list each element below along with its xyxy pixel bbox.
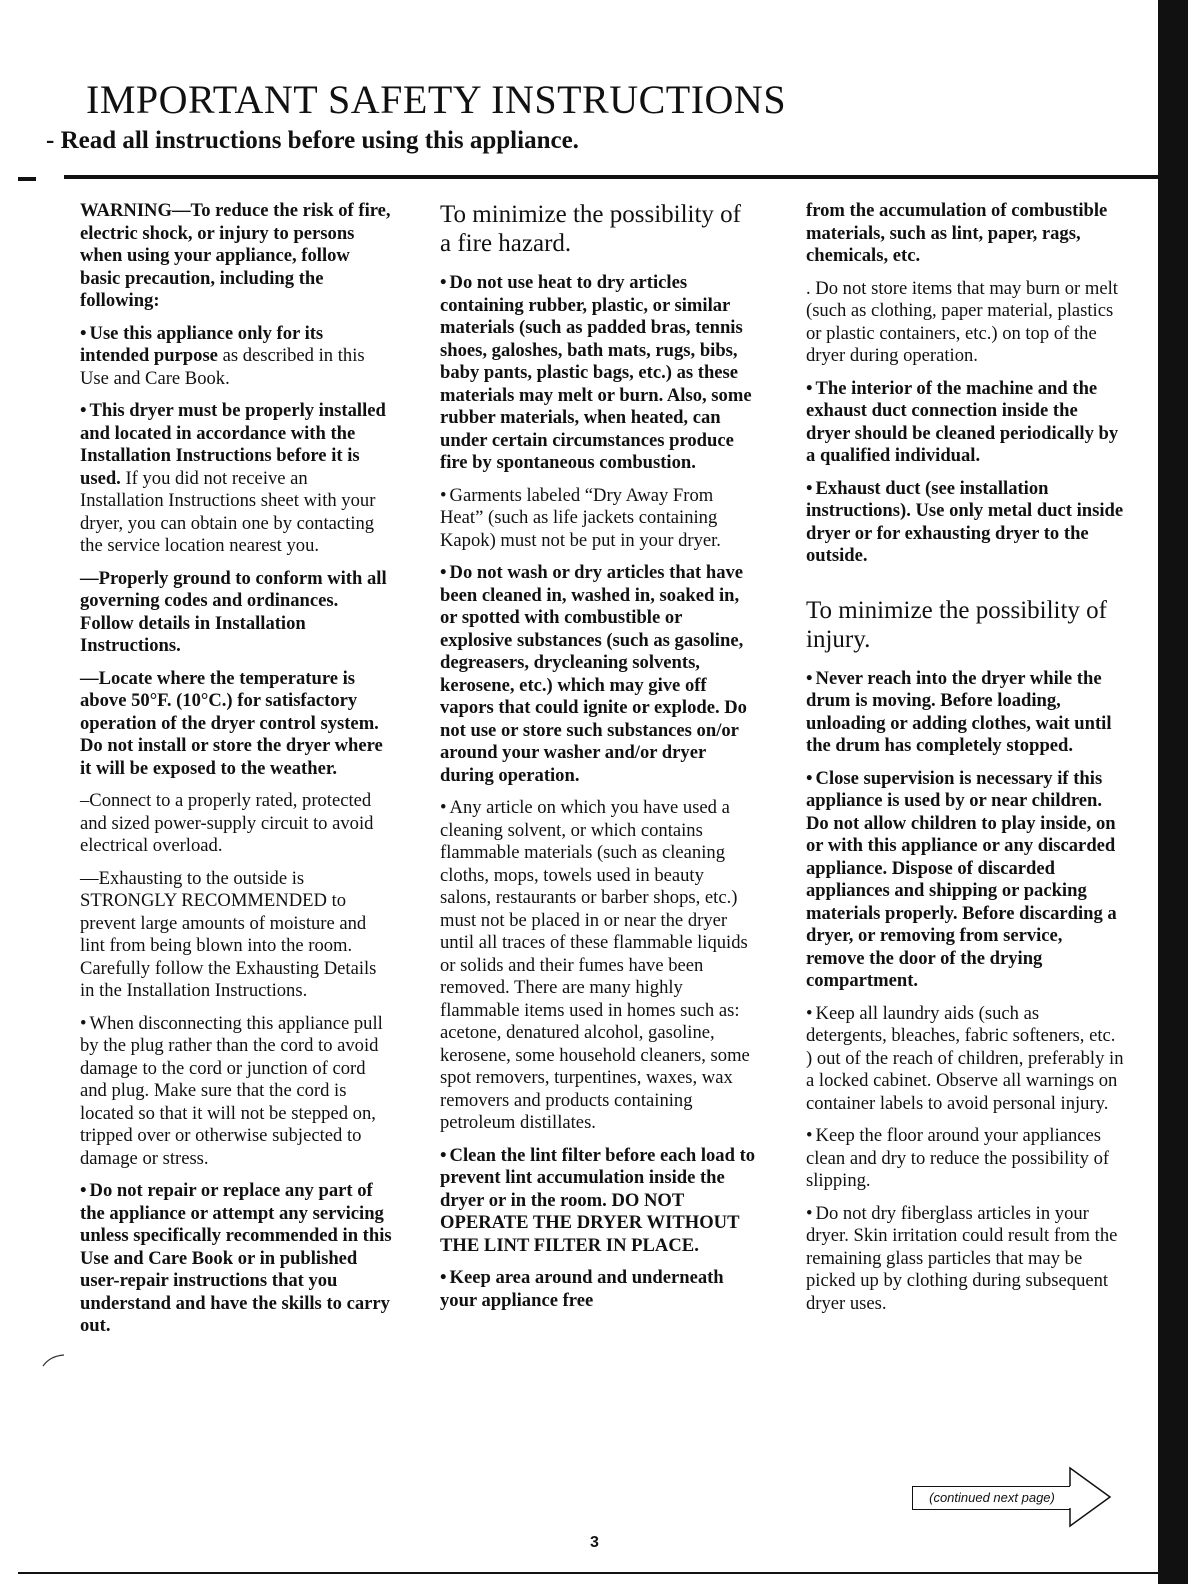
page-title: IMPORTANT SAFETY INSTRUCTIONS: [86, 77, 787, 122]
arrow-right-icon: [1068, 1466, 1112, 1528]
margin-mark-icon: [42, 1354, 66, 1368]
page-edge-bar: [1158, 0, 1188, 1584]
column-left: [80, 200, 392, 1348]
instruction-item: • Keep area around and underneath your appliance free: [440, 1267, 758, 1312]
instruction-item: • Use this appliance only for its intended purpose as described in this Use and Care Book.: [80, 323, 392, 391]
section-heading-fire: To minimize the possibility of a fire hazard.: [440, 201, 742, 257]
instruction-item: • Any article on which you have used a cleaning solvent, or which contains flammable materials (such as cleaning cloths, mops, towels used in beauty salons, restaurants or barber shops, etc.) must not be placed in or near the dryer until all traces of these flammable liquids or solids and their fumes have been removed. There are many highly flammable items used in homes such as: acetone, denatured alcohol, gasoline, kerosene, some household cleaners, some spot removers, turpentines, waxes, wax removers and products containing petroleum distillates.: [440, 797, 758, 1135]
continued-next-page-label: (continued next page): [912, 1486, 1072, 1510]
column-middle: [440, 200, 758, 1322]
instruction-item: • Close supervision is necessary if this appliance is used by or near children. Do not allow children to play inside, on or with this appliance or any discarded appliance. Dispose of discarded appliances and shipping or packing materials properly. Before discarding a dryer, or removing from service, remove the door of the drying compartment.: [806, 768, 1124, 993]
page-number: 3: [590, 1534, 599, 1551]
section-heading-injury: To minimize the possibility of injury.: [806, 596, 1108, 653]
instruction-item: • Do not dry fiberglass articles in your dryer. Skin irritation could result from the remaining glass particles that may be picked up by clothing during subsequent dryer uses.: [806, 1203, 1124, 1316]
instruction-item: • Do not repair or replace any part of the appliance or attempt any servicing unless specifically recommended in this Use and Care Book or in published user-repair instructions that you understand and have the skills to carry out.: [80, 1180, 392, 1338]
instruction-item: • Do not wash or dry articles that have been cleaned in, washed in, soaked in, or spotted with combustible or explosive substances (such as gasoline, degreasers, drycleaning solvents, kerosene, etc.) which may give off vapors that could ignite or explode. Do not use or store such substances on/or around your washer and/or dryer during operation.: [440, 562, 758, 787]
instruction-item: • The interior of the machine and the exhaust duct connection inside the dryer should be cleaned periodically by a qualified individual.: [806, 378, 1124, 468]
instruction-item: from the accumulation of combustible materials, such as lint, paper, rags, chemicals, etc.: [806, 200, 1108, 266]
warning-paragraph: WARNING—To reduce the risk of fire, electric shock, or injury to persons when using your appliance, follow basic precaution, including the following:: [80, 200, 391, 311]
top-divider: [64, 175, 1158, 179]
column-right: [806, 200, 1124, 1325]
page-subtitle: - Read all instructions before using this appliance.: [46, 127, 579, 154]
instruction-item: • When disconnecting this appliance pull by the plug rather than the cord to avoid damage to the cord or junction of cord and plug. Make sure that the cord is located so that it will not be stepped on, tripped over or otherwise subjected to damage or stress.: [80, 1013, 392, 1171]
instruction-item: • Keep all laundry aids (such as detergents, bleaches, fabric softeners, etc. ) out of the reach of children, preferably in a locked cabinet. Observe all warnings on container labels to avoid personal injury.: [806, 1003, 1124, 1116]
instruction-item: • Do not use heat to dry articles containing rubber, plastic, or similar materials (such as padded bras, tennis shoes, galoshes, bath mats, rugs, bibs, baby pants, plastic bags, etc.) as these materials may melt or burn. Also, some rubber materials, when heated, can under certain circumstances produce fire by spontaneous combustion.: [440, 272, 758, 475]
instruction-item: • Garments labeled “Dry Away From Heat” (such as life jackets containing Kapok) must not be put in your dryer.: [440, 485, 758, 553]
instruction-item: • Never reach into the dryer while the drum is moving. Before loading, unloading or adding clothes, wait until the drum has completely stopped.: [806, 668, 1124, 758]
instruction-item: —Exhausting to the outside is STRONGLY RECOMMENDED to prevent large amounts of moisture and lint from being blown into the room. Carefully follow the Exhausting Details in the Installation Instructions.: [80, 867, 377, 1001]
instruction-item: • Exhaust duct (see installation instructions). Use only metal duct inside dryer or for exhausting dryer to the outside.: [806, 478, 1124, 568]
instruction-item: —Locate where the temperature is above 50°F. (10°C.) for satisfactory operation of the dryer control system. Do not install or store the dryer where it will be exposed to the weather.: [80, 667, 383, 779]
margin-tick: [18, 177, 36, 181]
instruction-item: . Do not store items that may burn or melt (such as clothing, paper material, plastics or plastic containers, etc.) on top of the dryer during operation.: [806, 277, 1118, 366]
instruction-item: –Connect to a properly rated, protected and sized power-supply circuit to avoid electrical overload.: [80, 790, 374, 856]
instruction-item: • Keep the floor around your appliances clean and dry to reduce the possibility of slipping.: [806, 1125, 1124, 1193]
instruction-item: • This dryer must be properly installed and located in accordance with the Installation Instructions before it is used. If you did not receive an Installation Instructions sheet with your dryer, you can obtain one by contacting the service location nearest you.: [80, 400, 392, 558]
instruction-item: • Clean the lint filter before each load to prevent lint accumulation inside the dryer or in the room. DO NOT OPERATE THE DRYER WITHOUT THE LINT FILTER IN PLACE.: [440, 1145, 758, 1258]
instruction-item: —Properly ground to conform with all governing codes and ordinances. Follow details in Installation Instructions.: [80, 567, 387, 656]
bottom-divider: [18, 1572, 1158, 1574]
